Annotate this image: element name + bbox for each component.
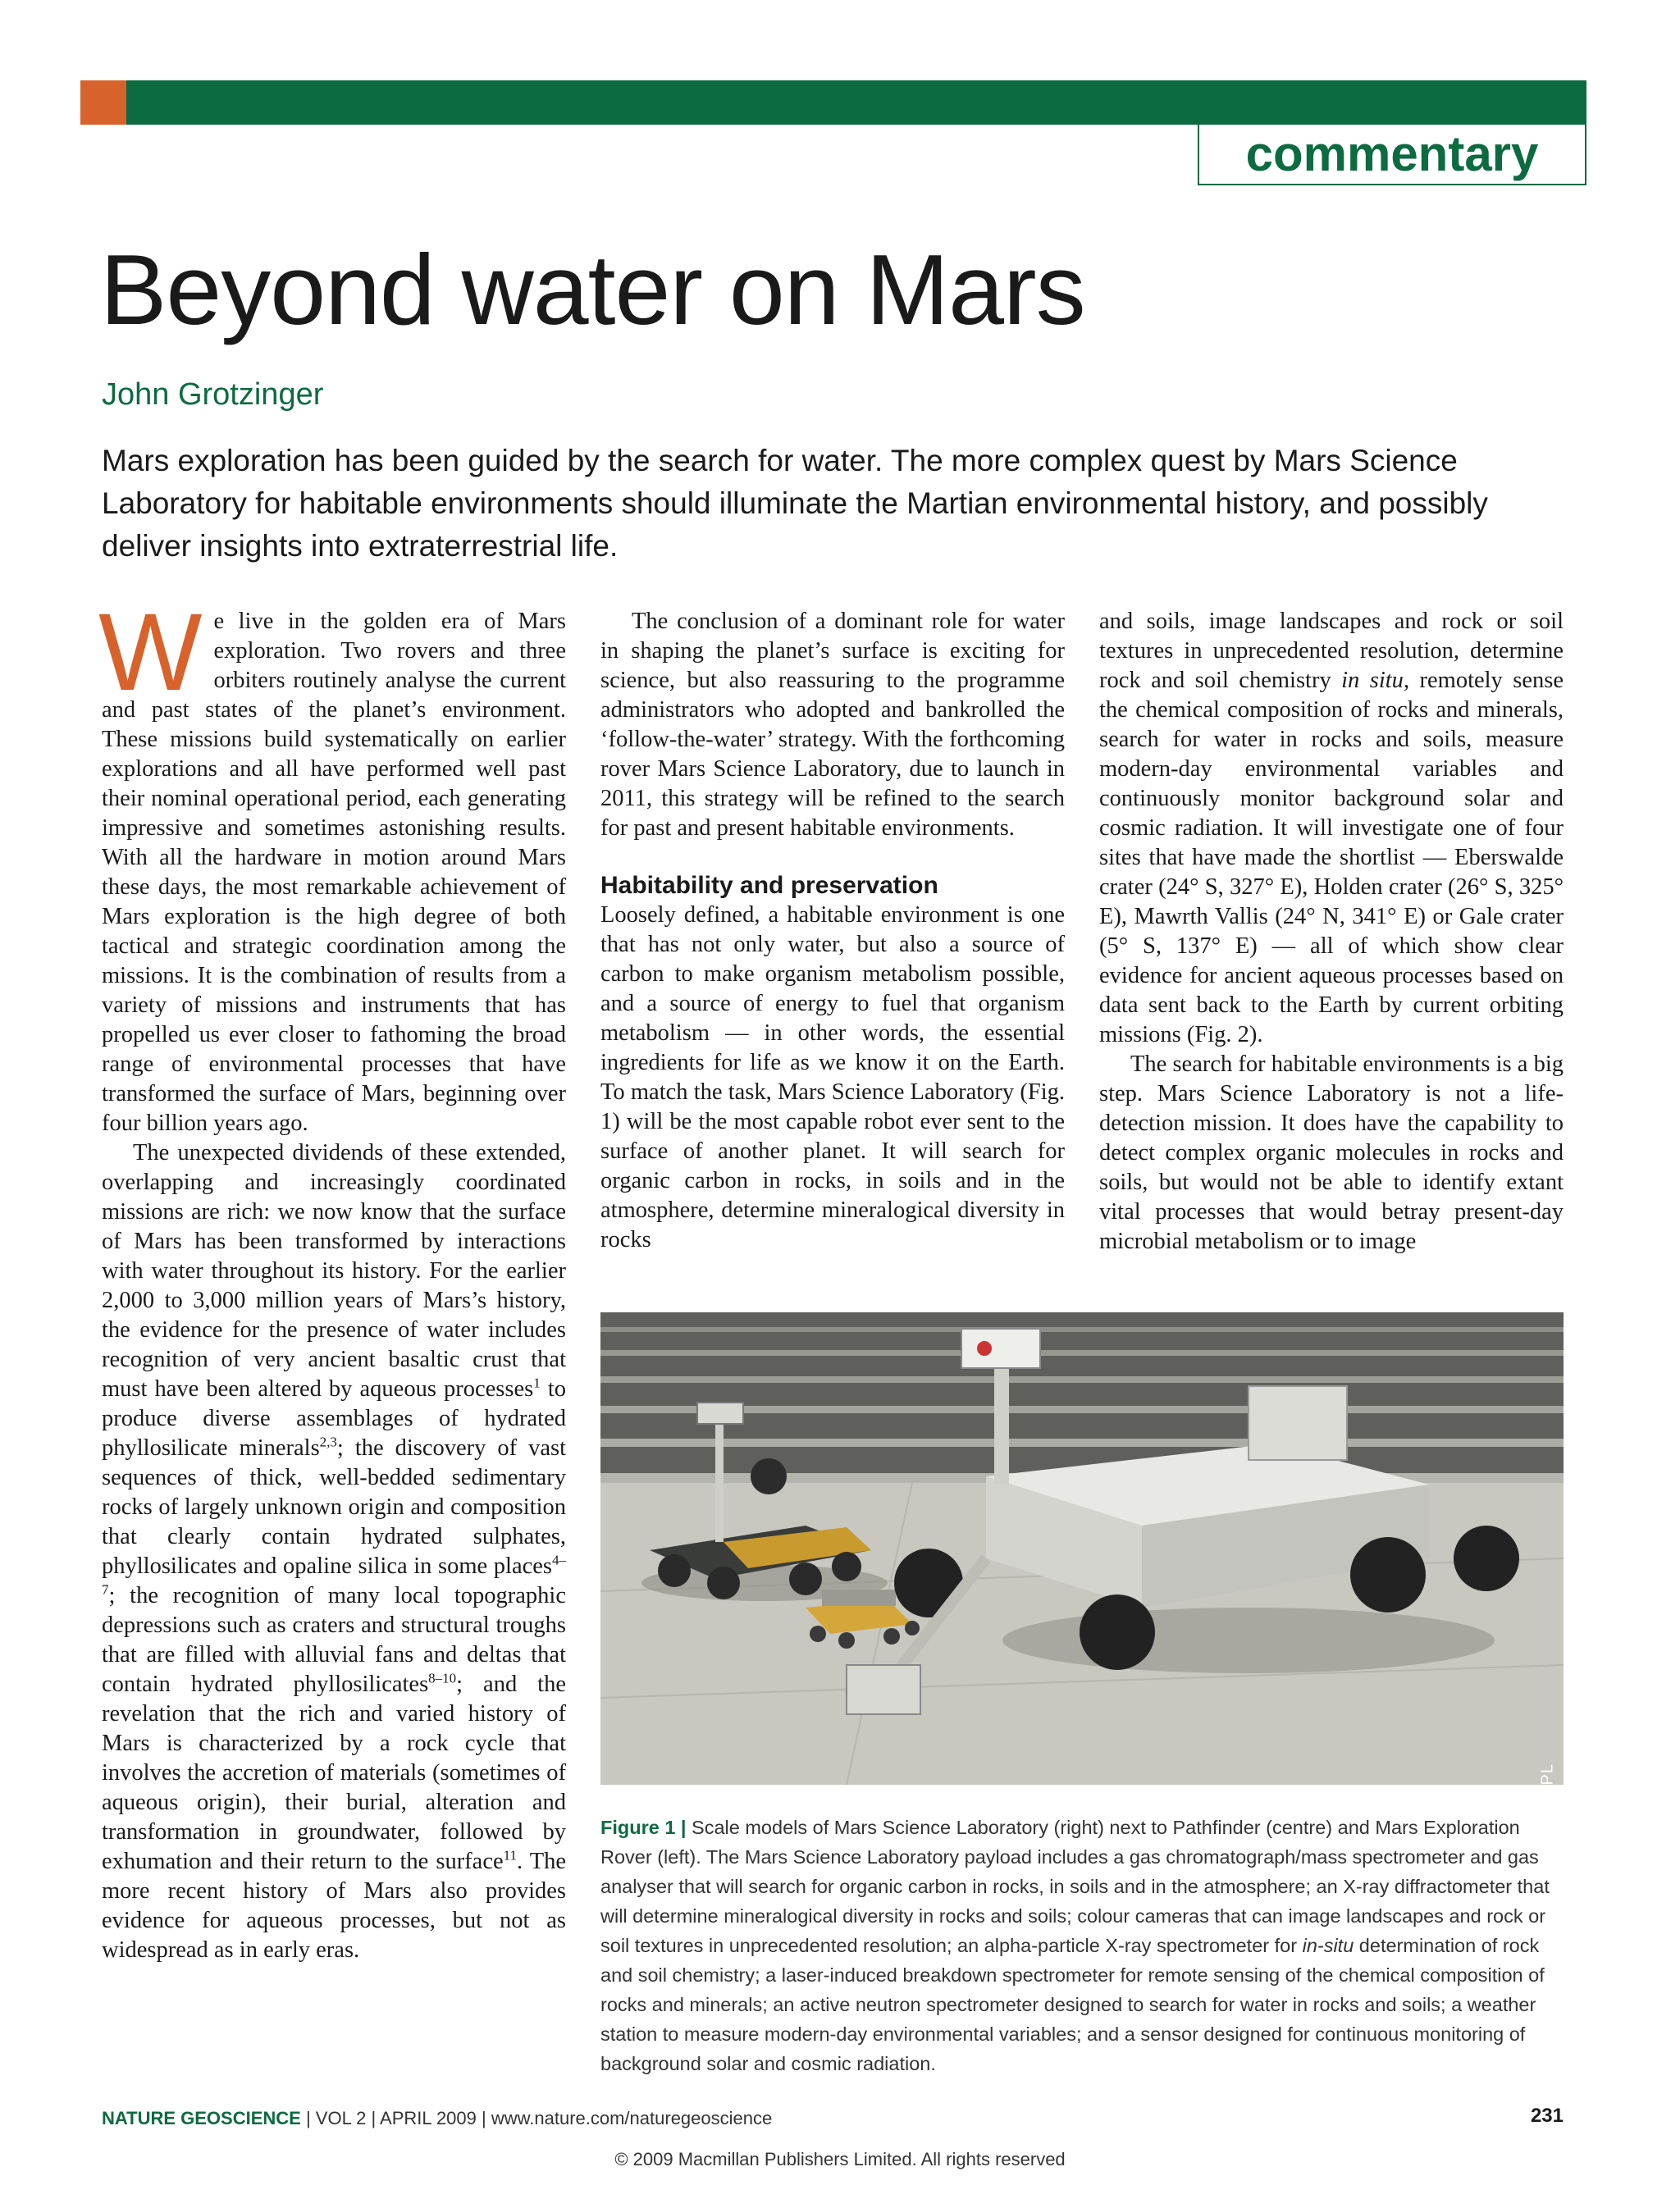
- caption-text: determination of rock and soil chemistry; a laser-induced breakdown spectrometer for remote sensing of the chemical composition of rocks and minerals; an active neutron spectrometer designed to search for water in rocks and soils; a weather station to measure modern-day environmental variables; and a sensor designed for continuous monitoring of background solar and cosmic radiation.: [600, 1935, 1545, 2074]
- paragraph: [102, 1138, 566, 1965]
- copyright-notice: © 2009 Macmillan Publishers Limited. All rights reserved: [614, 2149, 1066, 2169]
- paragraph-text: . The more recent history of Mars also provides evidence for aqueous processes, but not as widespread as in early eras.: [102, 1849, 566, 1963]
- paragraph-text: ; and the revelation that the rich and varied history of Mars is characterized by a rock cycle that involves the accretion of materials (sometimes of aqueous origin), their burial, alteration and transformation in groundwater, followed by exhumation and their return to the surface: [102, 1672, 566, 1874]
- section-label: commentary: [1198, 125, 1586, 185]
- journal-name: NATURE GEOSCIENCE: [102, 2108, 301, 2128]
- paragraph-text: , remotely sense the chemical composition of rocks and minerals, search for water in rocks and soils, measure modern-day environmental variables and continuously monitor background solar and cosmic radiation. It will investigate one of four sites that have made the shortlist — Eberswalde crater (24° S, 327° E), Holden crater (26° S, 325° E), Mawrth Vallis (24° N, 341° E) or Gale crater (5° S, 137° E) — all of which show clear evidence for ancient aqueous processes based on data sent back to the Earth by current orbiting missions (Fig. 2).: [1099, 668, 1564, 1047]
- image-credit: NASA/JPL: [1538, 1763, 1556, 1848]
- paragraph: The search for habitable environments is a big step. Mars Science Laboratory is not a life-detection mission. It does have the capability to detect complex organic molecules in rocks and soils, but would not be able to identify extant vital processes that would betray present-day microbial metabolism or to image: [1099, 1052, 1564, 1254]
- drop-cap: W: [98, 591, 203, 714]
- rover-models-illustration: [600, 1312, 1564, 1785]
- standfirst: Mars exploration has been guided by the search for water. The more complex quest by Mars Science Laboratory for habitable environments should illuminate the Martian environmental history, and possibly deliver insights into extraterrestrial life.: [102, 444, 1488, 563]
- paragraph: The conclusion of a dominant role for water in shaping the planet’s surface is exciting for science, but also reassuring to the programme administrators who adopted and bankrolled the ‘follow-the-water’ strategy. With the forthcoming rover Mars Science Laboratory, due to launch in 2011, this strategy will be refined to the search for past and present habitable environments.: [600, 609, 1065, 841]
- reference-superscript: 2,3: [319, 1434, 337, 1450]
- reference-superscript: 1: [533, 1375, 541, 1391]
- page-number: 231: [1530, 2105, 1564, 2127]
- reference-superscript: 11: [503, 1847, 518, 1864]
- paragraph-text: to produce diverse assemblages of hydrated phyllosilicate minerals: [102, 1376, 566, 1461]
- caption-text: Scale models of Mars Science Laboratory (right) next to Pathfinder (centre) and Mars Exploration Rover (left). The Mars Science Laboratory payload includes a gas chromatograph/mass spectrometer and gas analyser that will search for organic carbon in rocks, in soils and in the atmosphere; an X-ray diffractometer that will determine mineralogical diversity in rocks and soils; colour cameras that can image landscapes and rock or soil textures in unprecedented resolution; an alpha-particle X-ray spectrometer for: [600, 1817, 1550, 1956]
- paragraph-text: The unexpected dividends of these extended, overlapping and increasingly coordinated missions are rich: we now know that the surface of Mars has been transformed by interactions with water throughout its history. For the earlier 2,000 to 3,000 million years of Mars’s history, the evidence for the presence of water includes recognition of very ancient basaltic crust that must have been altered by aqueous processes: [102, 1140, 566, 1402]
- italic-text: in-situ: [1302, 1935, 1354, 1956]
- figure-caption: [600, 1813, 1564, 2078]
- paragraph: [98, 591, 566, 1138]
- paragraph: [1099, 607, 1564, 1050]
- body-column-1: [98, 591, 567, 1965]
- section-heading: Habitability and preservation: [600, 872, 938, 899]
- paragraph-text: e live in the golden era of Mars exploration. Two rovers and three orbiters routinely analyse the current and past states of the planet’s environment. These missions build systematically on earlier explorations and all have performed well past their nominal operational period, each generating impressive and sometimes astonishing results. With all the hardware in motion around Mars these days, the most remarkable achievement of Mars exploration is the high degree of both tactical and strategic coordination among the missions. It is the combination of results from a variety of missions and instruments that has propelled us ever closer to fathoming the broad range of environmental processes that have transformed the surface of Mars, beginning over four billion years ago.: [102, 609, 566, 1136]
- paragraph-text: and soils, image landscapes and rock or soil textures in unprecedented resolution, determine rock and soil chemistry: [1099, 609, 1564, 693]
- header-bar: [126, 80, 1586, 125]
- reference-superscript: 8–10: [428, 1670, 457, 1686]
- caption-label: Figure 1 |: [600, 1817, 687, 1838]
- header-accent-block: [80, 80, 126, 125]
- italic-text: in situ: [1341, 668, 1404, 693]
- paragraph-text: ; the recognition of many local topographic depressions such as craters and structural troughs that are filled with alluvial fans and deltas that contain hydrated phyllosilicates: [102, 1583, 566, 1697]
- article-title: Beyond water on Mars: [100, 234, 1085, 345]
- author-name: John Grotzinger: [102, 377, 324, 412]
- paragraph-text: ; the discovery of vast sequences of thick, well-bedded sedimentary rocks of largely unknown origin and composition that clearly contain hydrated sulphates, phyllosilicates and opaline silica in some places: [102, 1435, 567, 1579]
- footer-details: | VOL 2 | APRIL 2009 | www.nature.com/naturegeoscience: [300, 2108, 773, 2128]
- body-column-3: [1099, 607, 1564, 1257]
- paragraph: Loosely defined, a habitable environment is one that has not only water, but also a source of carbon to make organism metabolism possible, and a source of energy to fuel that organism metabolism — in other words, the essential ingredients for life as we know it on the Earth. To match the task, Mars Science Laboratory (Fig. 1) will be the most capable robot ever sent to the surface of another planet. It will search for organic carbon in rocks, in soils and in the atmosphere, determine mineralogical diversity in rocks: [600, 902, 1065, 1252]
- body-column-2: [600, 607, 1065, 1255]
- reference-superscript: 4–7: [102, 1552, 566, 1598]
- footer-citation: [102, 2108, 772, 2129]
